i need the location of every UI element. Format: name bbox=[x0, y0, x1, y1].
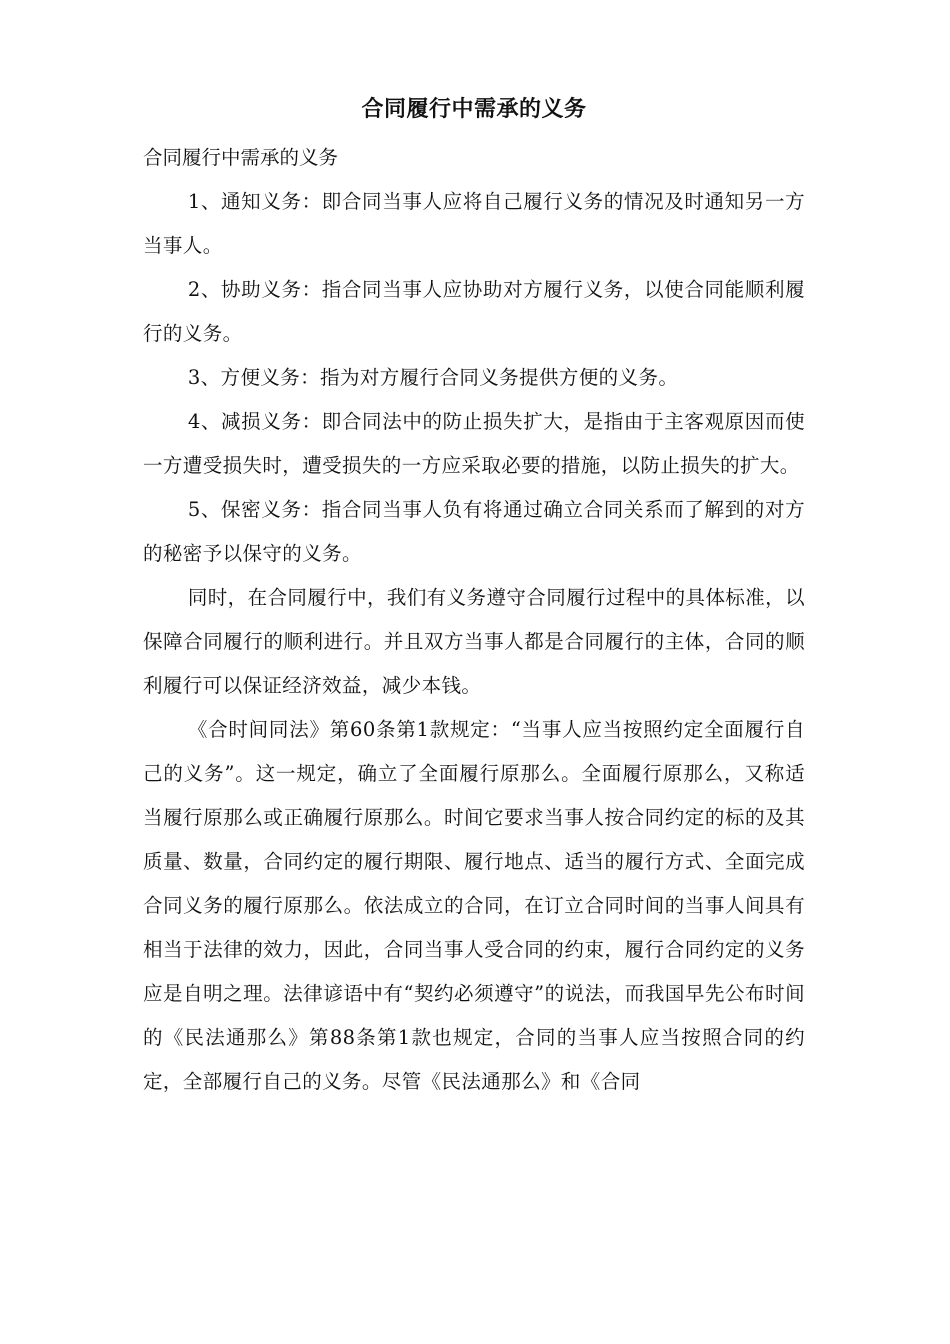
document-title: 合同履行中需承的义务 bbox=[361, 97, 587, 122]
paragraph-loss-mitigation-duty: 4、减损义务：即合同法中的防止损失扩大，是指由于主客观原因而使一方遭受损失时，遭受损失的一方应采取必要的措施，以防止损失的扩大。 bbox=[143, 410, 805, 477]
paragraph-notification-duty: 1、通知义务：即合同当事人应将自己履行义务的情况及时通知另一方当事人。 bbox=[143, 190, 805, 257]
paragraph-confidentiality-duty: 5、保密义务：指合同当事人负有将通过确立合同关系而了解到的对方的秘密予以保守的义务。 bbox=[143, 498, 805, 565]
paragraph-convenience-duty: 3、方便义务：指为对方履行合同义务提供方便的义务。 bbox=[187, 366, 679, 389]
paragraph-full-performance-principle: 《合时间同法》第60条第1款规定：“当事人应当按照约定全面履行自己的义务”。这一规定，确立了全面履行原那么。全面履行原那么，又称适当履行原那么或正确履行原那么。时间它要求当事人按合同约定的标的及其质量、数量，合同约定的履行期限、履行地点、适当的履行方式、全面完成合同义务的履行原那么。依法成立的合同，在订立合同时间的当事人间具有相当于法律的效力，因此，合同当事人受合同的约束，履行合同约定的义务应是自明之理。法律谚语中有“契约必须遵守”的说法，而我国早先公布时间的《民法通那么》第88条第1款也规定，合同的当事人应当按照合同的约定，全部履行自己的义务。尽管《民法通那么》和《合同 bbox=[143, 718, 805, 1093]
paragraph-assistance-duty: 2、协助义务：指合同当事人应协助对方履行义务，以使合同能顺利履行的义务。 bbox=[143, 278, 805, 345]
document-subtitle: 合同履行中需承的义务 bbox=[143, 146, 339, 169]
document-page bbox=[143, 88, 805, 1104]
paragraph-performance-standards: 同时，在合同履行中，我们有义务遵守合同履行过程中的具体标准，以保障合同履行的顺利进行。并且双方当事人都是合同履行的主体，合同的顺利履行可以保证经济效益，减少本钱。 bbox=[143, 586, 805, 697]
